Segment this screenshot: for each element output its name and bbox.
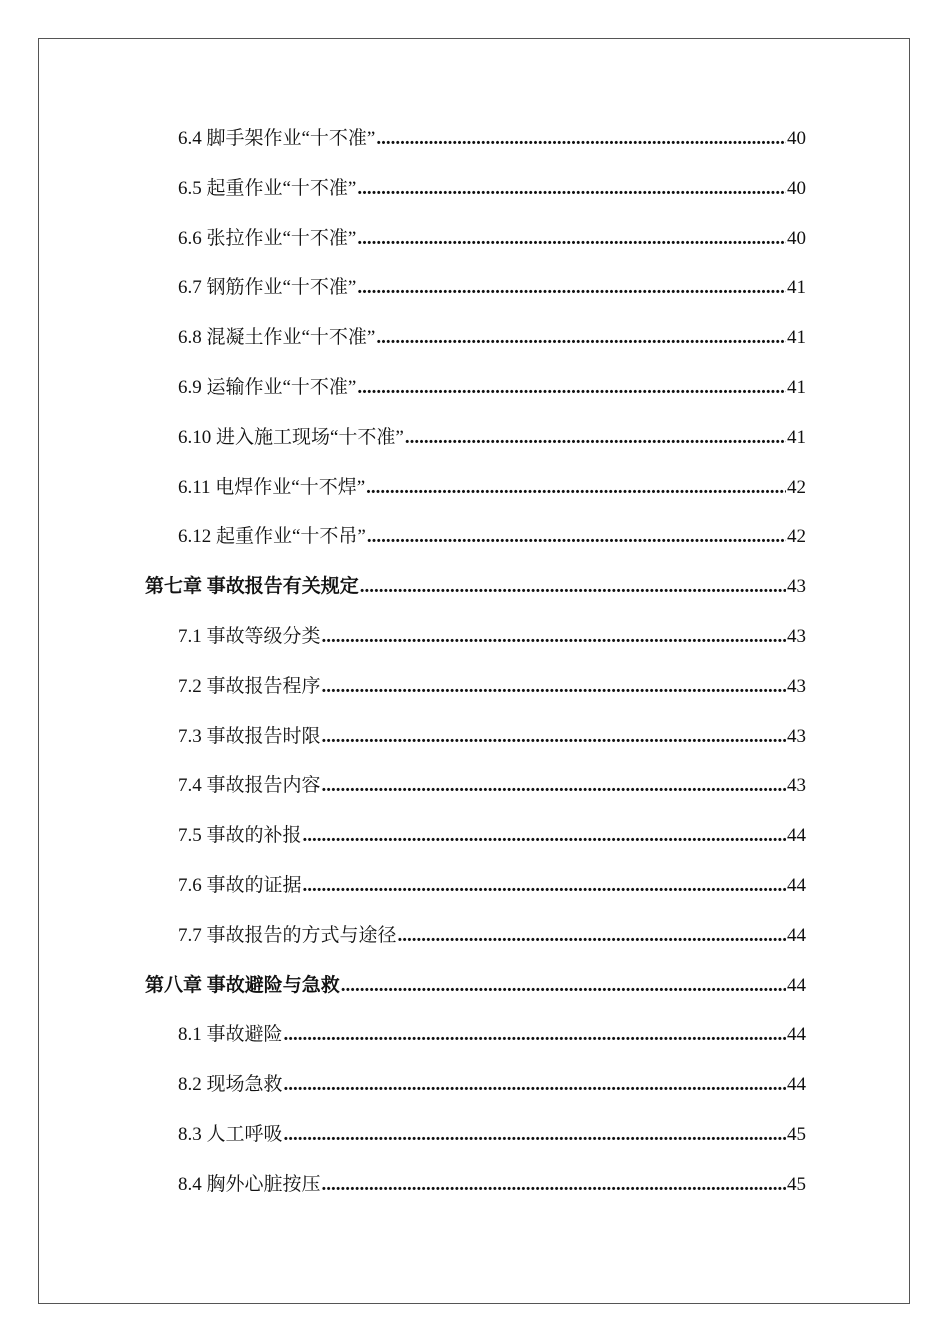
toc-entry-page: 45 — [787, 1124, 806, 1145]
toc-entry-page: 41 — [787, 277, 806, 298]
toc-dot-leader — [367, 524, 786, 550]
toc-entry-page: 44 — [787, 925, 806, 946]
toc-entry-page: 42 — [787, 526, 806, 547]
toc-entry-title: 8.4 胸外心脏按压 — [178, 1174, 321, 1195]
toc-entry-page: 44 — [787, 1024, 806, 1045]
toc-entry[interactable] — [178, 275, 806, 301]
toc-entry-title: 6.6 张拉作业“十不准” — [178, 228, 357, 249]
toc-entry-page: 40 — [787, 228, 806, 249]
toc-entry[interactable] — [178, 624, 806, 650]
toc-entry-title: 6.7 钢筋作业“十不准” — [178, 277, 357, 298]
toc-entry[interactable] — [178, 475, 806, 501]
toc-entry-title: 7.7 事故报告的方式与途径 — [178, 925, 397, 946]
toc-entry[interactable] — [178, 1172, 806, 1198]
toc-chapter-entry[interactable] — [145, 574, 806, 600]
toc-entry[interactable] — [178, 325, 806, 351]
toc-entry-page: 40 — [787, 128, 806, 149]
toc-entry-page: 45 — [787, 1174, 806, 1195]
toc-entry-title: 6.9 运输作业“十不准” — [178, 377, 357, 398]
toc-entry-page: 43 — [787, 726, 806, 747]
toc-entry-page: 44 — [787, 825, 806, 846]
toc-entry-title: 7.6 事故的证据 — [178, 875, 302, 896]
toc-entry[interactable] — [178, 1072, 806, 1098]
toc-entry[interactable] — [178, 226, 806, 252]
toc-dot-leader — [405, 425, 786, 451]
toc-entry[interactable] — [178, 674, 806, 700]
toc-entry[interactable] — [178, 375, 806, 401]
toc-dot-leader — [341, 973, 786, 999]
toc-entry-page: 43 — [787, 576, 806, 597]
toc-entry-page: 41 — [787, 327, 806, 348]
toc-entry[interactable] — [178, 524, 806, 550]
toc-entry[interactable] — [178, 923, 806, 949]
toc-dot-leader — [322, 674, 786, 700]
toc-dot-leader — [303, 823, 786, 849]
toc-entry-page: 40 — [787, 178, 806, 199]
toc-entry[interactable] — [178, 823, 806, 849]
toc-dot-leader — [357, 375, 786, 401]
toc-entry-page: 42 — [787, 477, 806, 498]
toc-entry-title: 8.3 人工呼吸 — [178, 1124, 283, 1145]
toc-entry-title: 7.5 事故的补报 — [178, 825, 302, 846]
toc-entry-title: 6.5 起重作业“十不准” — [178, 178, 357, 199]
toc-entry-title: 6.4 脚手架作业“十不准” — [178, 128, 376, 149]
toc-entry-page: 43 — [787, 676, 806, 697]
toc-entry[interactable] — [178, 126, 806, 152]
toc-dot-leader — [360, 574, 786, 600]
toc-entry-page: 43 — [787, 775, 806, 796]
toc-entry-title: 7.2 事故报告程序 — [178, 676, 321, 697]
toc-dot-leader — [366, 475, 786, 501]
toc-dot-leader — [357, 176, 786, 202]
toc-dot-leader — [357, 275, 786, 301]
toc-entry-title: 8.2 现场急救 — [178, 1074, 283, 1095]
toc-entry-title: 7.4 事故报告内容 — [178, 775, 321, 796]
toc-dot-leader — [376, 126, 786, 152]
toc-dot-leader — [322, 724, 786, 750]
toc-entry-page: 41 — [787, 377, 806, 398]
toc-entry-title: 7.3 事故报告时限 — [178, 726, 321, 747]
toc-entry-page: 44 — [787, 875, 806, 896]
toc-entry-title: 6.10 进入施工现场“十不准” — [178, 427, 404, 448]
toc-dot-leader — [284, 1122, 786, 1148]
toc-entry[interactable] — [178, 176, 806, 202]
toc-dot-leader — [322, 1172, 786, 1198]
toc-entry-page: 41 — [787, 427, 806, 448]
toc-entry-page: 43 — [787, 626, 806, 647]
toc-entry-title: 6.11 电焊作业“十不焊” — [178, 477, 366, 498]
toc-entry-title: 6.8 混凝土作业“十不准” — [178, 327, 376, 348]
toc-entry-page: 44 — [787, 1074, 806, 1095]
toc-dot-leader — [376, 325, 786, 351]
toc-entry[interactable] — [178, 873, 806, 899]
toc-entry-title: 第八章 事故避险与急救 — [145, 975, 340, 996]
toc-dot-leader — [398, 923, 786, 949]
toc-entry[interactable] — [178, 724, 806, 750]
toc-entry-page: 44 — [787, 975, 806, 996]
toc-entry-title: 8.1 事故避险 — [178, 1024, 283, 1045]
toc-dot-leader — [284, 1072, 786, 1098]
toc-chapter-entry[interactable] — [145, 973, 806, 999]
toc-entry[interactable] — [178, 773, 806, 799]
toc-entry[interactable] — [178, 425, 806, 451]
toc-entry-title: 7.1 事故等级分类 — [178, 626, 321, 647]
toc-dot-leader — [322, 624, 786, 650]
toc-dot-leader — [303, 873, 786, 899]
toc-entry[interactable] — [178, 1022, 806, 1048]
toc-entry-title: 6.12 起重作业“十不吊” — [178, 526, 366, 547]
toc-entry[interactable] — [178, 1122, 806, 1148]
toc-dot-leader — [322, 773, 786, 799]
toc-entry-title: 第七章 事故报告有关规定 — [145, 576, 359, 597]
toc-dot-leader — [284, 1022, 786, 1048]
toc-dot-leader — [357, 226, 786, 252]
